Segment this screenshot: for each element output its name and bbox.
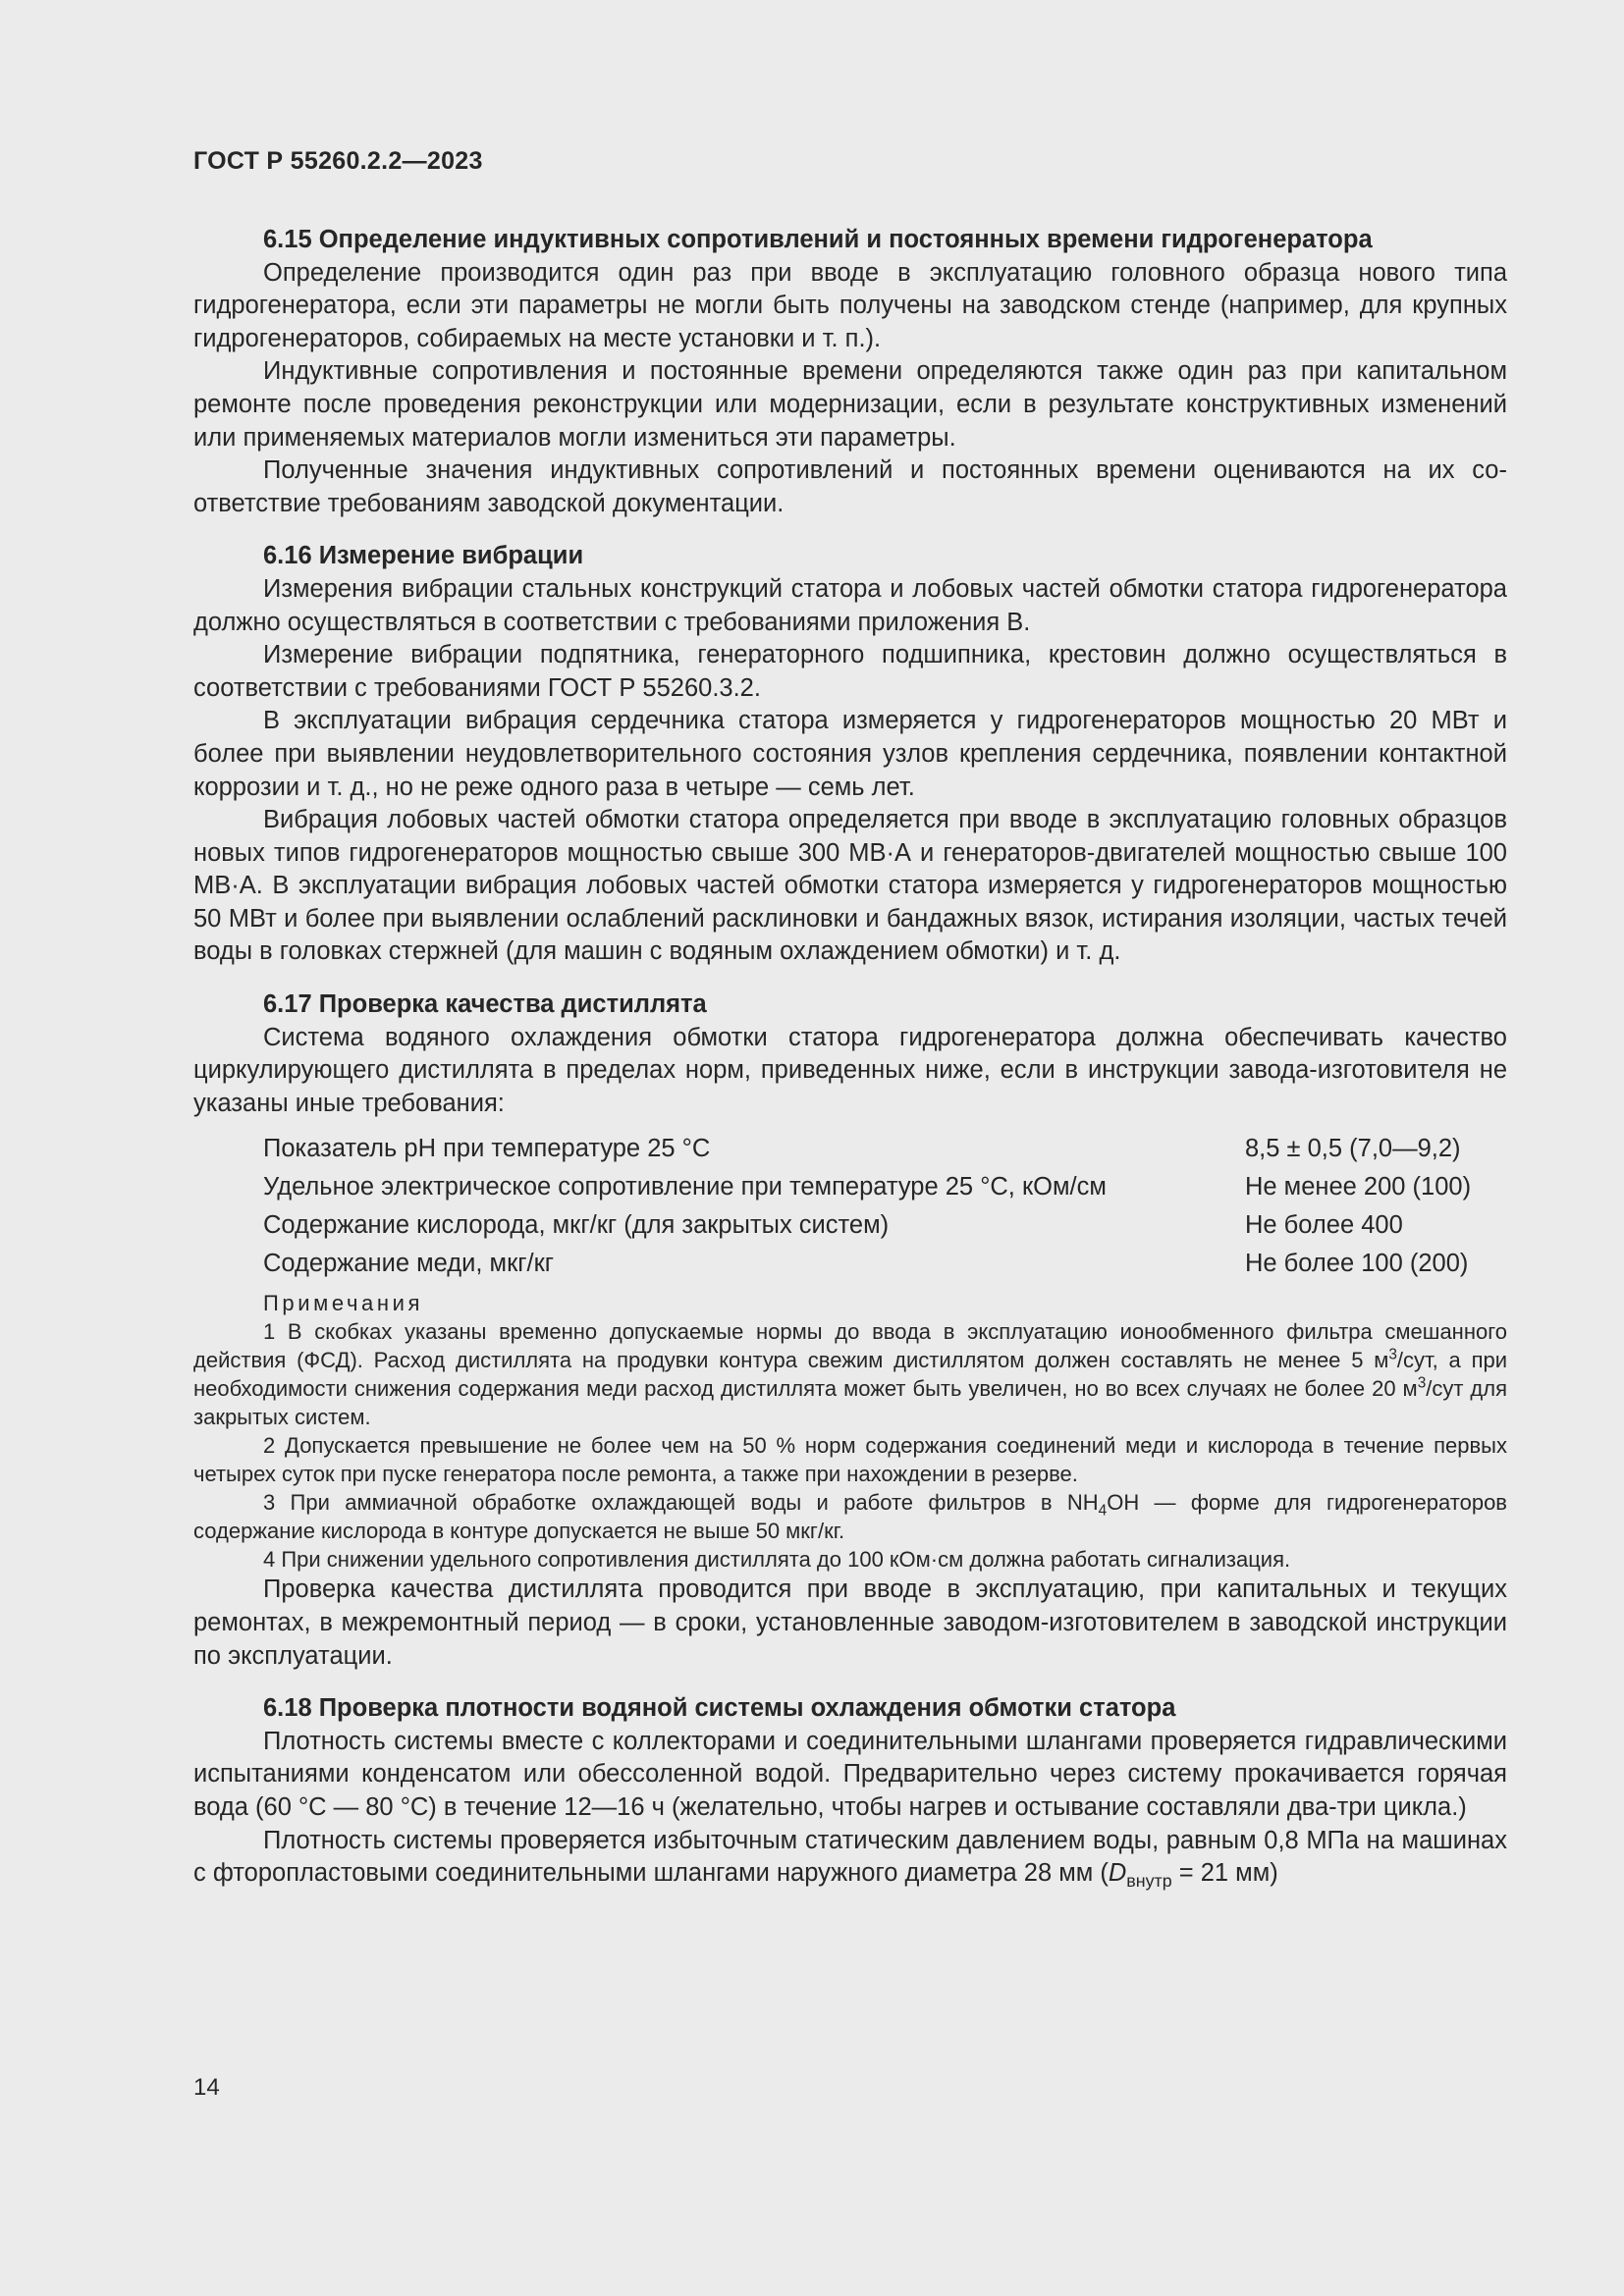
note-3 — [193, 1488, 1507, 1545]
note-text: OH — форме для гидрогенераторов содержание кислорода в контуре допускается не выше 50 мкг/кг. — [193, 1490, 1507, 1544]
note-text: 3 При аммиачной обработке охлаждающей воды и работе фильтров в NH — [263, 1490, 1099, 1516]
spec-value: 8,5 ± 0,5 (7,0—9,2) — [1245, 1135, 1461, 1163]
superscript: 3 — [1388, 1347, 1397, 1364]
section-title-6-17: 6.17 Проверка качества дистиллята — [263, 990, 707, 1019]
document-body — [193, 224, 1507, 1891]
note-1 — [193, 1317, 1507, 1431]
paragraph-text: = 21 мм) — [1171, 1859, 1278, 1888]
section-title-6-15: 6.15 Определение индуктивных сопротивлений и постоянных времени гидрогенератора — [263, 226, 1373, 253]
spec-value: Не более 100 (200) — [1245, 1250, 1469, 1278]
spec-row — [263, 1168, 1502, 1206]
section-title-6-16: 6.16 Измерение вибрации — [263, 542, 584, 570]
paragraph: Вибрация лобовых частей обмотки статора определяется при вводе в эксплуатацию головных образцов новых типов гидрогенераторов мощностью свыше 300 МВ·А и генераторов-двигателей мощностью свыше 100 МВ·А. В эксплуатации вибрация лобовых частей обмотки статора измеряется у гидрогенераторов мощностью 50 МВт и более при выявлении ослаблений расклиновки и бандажных вязок, истирания изоляции, частых течей воды в головках стержней (для машин с водяным охлаждением обмотки) и т. д. — [193, 806, 1507, 966]
spec-value: Не более 400 — [1245, 1211, 1403, 1240]
spec-label: Содержание меди, мкг/кг — [263, 1250, 555, 1278]
notes-block — [193, 1289, 1507, 1574]
superscript: 3 — [1417, 1375, 1427, 1393]
subscript: внутр — [1126, 1871, 1172, 1892]
note-text: /сут, а при необходимости снижения содержания меди расход дистиллята может быть увеличен, но во всех случаях не более 20 м — [193, 1348, 1508, 1402]
note-4: 4 При снижении удельного сопротивления дистиллята до 100 кОм·см должна работать сигнализация. — [263, 1547, 1291, 1573]
document-header: ГОСТ Р 55260.2.2—2023 — [193, 147, 483, 175]
paragraph: В эксплуатации вибрация сердечника статора измеряется у гидрогенераторов мощностью 20 МВт и более при выявлении неудовлетворительного состояния узлов крепления сердечника, появлении контактной коррозии и т. д., но не реже одного раза в четыре — семь лет. — [193, 707, 1507, 801]
spec-label: Показатель pH при температуре 25 °С — [263, 1135, 711, 1163]
note-2: 2 Допускается превышение не более чем на 50 % норм содержания соединений меди и кислорода в течение первых четырех суток при пуске генератора после ремонта, а также при нахождении в резерве. — [193, 1433, 1507, 1487]
subscript: 4 — [1098, 1502, 1108, 1520]
notes-title: Примечания — [263, 1291, 424, 1316]
note-text: /сут для закрытых систем. — [193, 1376, 1508, 1430]
paragraph: Измерение вибрации подпятника, генераторного подшипника, крестовин должно осуществляться в соответствии с требованиями ГОСТ Р 55260.3.2. — [193, 641, 1507, 702]
note-text: 1 В скобках указаны временно допускаемые нормы до ввода в эксплуатацию ионообменного фильтра смешанного действия (ФСД). Расход дистиллята на продувки контура свежим дистиллятом должен составлять не менее 5 м — [193, 1319, 1507, 1373]
spec-value: Не менее 200 (100) — [1245, 1173, 1472, 1201]
spec-row — [263, 1206, 1502, 1245]
spec-row — [263, 1130, 1502, 1168]
paragraph-text: Плотность системы проверяется избыточным статическим давлением воды, равным 0,8 МПа на машинах с фторопластовыми соединительными шлангами наружного диаметра 28 мм ( — [193, 1826, 1507, 1888]
paragraph: Полученные значения индуктивных сопротивлений и постоянных времени оцениваются на их соответствие требованиям заводской документации. — [193, 456, 1507, 517]
paragraph: Индуктивные сопротивления и постоянные времени определяются также один раз при капитальном ремонте после проведения реконструкции или модернизации, если в результате конструктивных изменений или применяемых материалов могли измениться эти параметры. — [193, 357, 1507, 452]
variable-symbol: D — [1108, 1859, 1127, 1888]
paragraph: Измерения вибрации стальных конструкций статора и лобовых частей обмотки статора гидрогенератора должно осуществляться в соответствии с требованиями приложения В. — [193, 574, 1507, 636]
paragraph: Плотность системы вместе с коллекторами и соединительными шлангами проверяется гидравлическими испытаниями конденсатом или обессоленной водой. Предварительно через систему прокачивается горячая вода (60 °С — 80 °С) в течение 12—16 ч (желательно, чтобы нагрев и остывание составляли два-три цикла.) — [193, 1727, 1507, 1821]
distillate-spec-table — [263, 1130, 1502, 1283]
spec-row — [263, 1245, 1502, 1283]
paragraph: Проверка качества дистиллята проводится при вводе в эксплуатацию, при капитальных и текущих ремонтах, в межремонтный период — в сроки, установленные заводом-изготовителем в заводской инструкции по эксплуатации. — [193, 1575, 1507, 1670]
spec-label: Содержание кислорода, мкг/кг (для закрытых систем) — [263, 1211, 890, 1240]
spec-label: Удельное электрическое сопротивление при температуре 25 °С, кОм/см — [263, 1173, 1107, 1201]
page-number: 14 — [193, 2074, 220, 2101]
paragraph: Определение производится один раз при вводе в эксплуатацию головного образца нового типа гидрогенератора, если эти параметры не могли быть получены на заводском стенде (например, для крупных гидрогенераторов, собираемых на месте установки и т. п.). — [193, 258, 1507, 352]
paragraph — [193, 1825, 1507, 1891]
paragraph: Система водяного охлаждения обмотки статора гидрогенератора должна обеспечивать качество циркулирующего дистиллята в пределах норм, приведенных ниже, если в инструкции завода-изготовителя не указаны иные требования: — [193, 1023, 1507, 1117]
section-title-6-18: 6.18 Проверка плотности водяной системы охлаждения обмотки статора — [263, 1694, 1176, 1723]
